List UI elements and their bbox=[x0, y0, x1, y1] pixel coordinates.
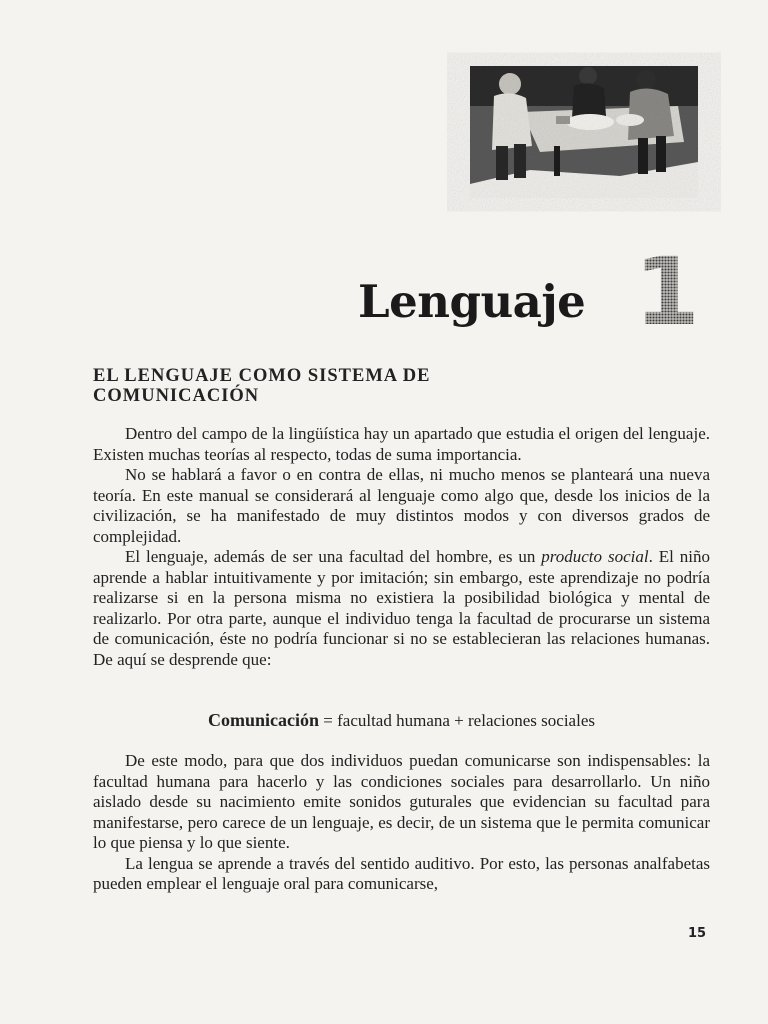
chapter-number: 1 bbox=[634, 238, 700, 347]
page-number: 15 bbox=[688, 926, 707, 941]
section-heading-line1: EL LENGUAJE COMO SISTEMA DE bbox=[93, 366, 431, 386]
formula-term: Comunicación bbox=[208, 710, 320, 730]
chapter-photo bbox=[470, 66, 698, 198]
formula-plus: + bbox=[454, 711, 464, 730]
chapter-number-graphic bbox=[634, 238, 700, 347]
section-heading bbox=[93, 366, 533, 406]
paragraph: La lengua se aprende a través del sentido auditivo. Por esto, las personas analfabetas pueden emplear el lenguaje oral para comunicarse, bbox=[93, 853, 710, 893]
formula-right: relaciones sociales bbox=[468, 711, 595, 730]
emphasis-producto-social: producto social bbox=[541, 547, 649, 566]
paragraph-social-after: . El niño aprende a hablar intuitivamente y por imitación; sin embargo, este aprendizaje no podría realizarse si en la persona misma no existiera la posibilidad biológica y mental de realizarlo. Por otra parte, aunque el individuo tenga la facultad de procurarse un sistema de comunicación, éste no podría funcionar si no se establecieran las relaciones humanas. De aquí se desprende que: bbox=[93, 547, 710, 669]
body-text-bottom bbox=[93, 751, 710, 895]
paragraph-social bbox=[93, 547, 710, 670]
paragraph: Dentro del campo de la lingüística hay un apartado que estudia el origen del lenguaje. Existen muchas teorías al respecto, todas de suma importancia. bbox=[93, 424, 710, 464]
paragraph-social-before: El lenguaje, además de ser una facultad del hombre, es un bbox=[125, 547, 542, 566]
paragraph: No se hablará a favor o en contra de ellas, ni mucho menos se planteará una nueva teoría. En este manual se considerará al lenguaje como algo que, desde los inicios de la civilización, se ha manifestado de muy distintos modos y con diversos grados de complejidad. bbox=[93, 465, 710, 546]
body-text-top bbox=[93, 424, 710, 670]
communication-formula bbox=[93, 710, 710, 731]
formula-equals: = bbox=[323, 711, 333, 730]
formula-left: facultad humana bbox=[337, 711, 450, 730]
chapter-title: Lenguaje bbox=[358, 275, 586, 328]
paragraph: De este modo, para que dos individuos puedan comunicarse son indispensables: la facultad humana para hacerlo y las condiciones sociales para desarrollarlo. Un niño aislado desde su nacimiento emite sonidos guturales que evidencian su facultad para manifestarse, pero carece de un lenguaje, es decir, de un sistema que le permita comunicar lo que piensa y lo que siente. bbox=[93, 751, 710, 852]
section-heading-line2: COMUNICACIÓN bbox=[93, 386, 260, 406]
